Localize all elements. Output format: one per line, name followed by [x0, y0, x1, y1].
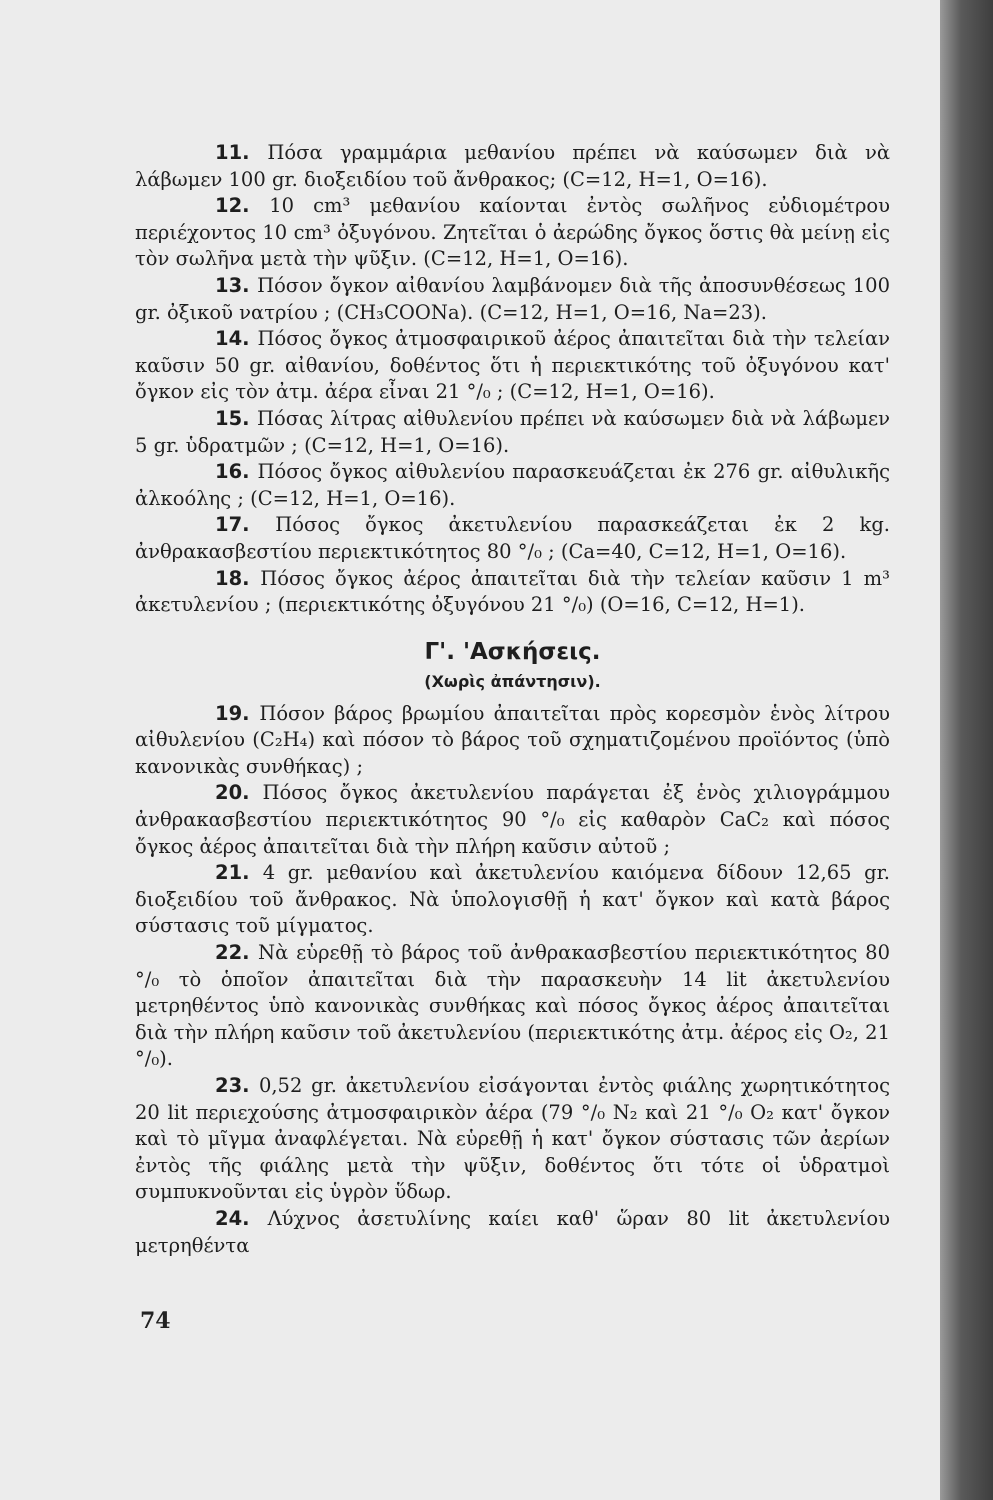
- exercise-17: [135, 512, 890, 565]
- exercise-number: 21 .: [215, 861, 263, 884]
- exercise-number: 14 .: [215, 327, 257, 350]
- exercise-text: 0,52 gr. ἀκετυλενίου εἰσάγονται ἐντὸς φιάλης χωρητικότητος 20 lit περιεχούσης ἀτμοσφαιρικὸν ἀέρα (79 °/₀ N₂ καὶ 21 °/₀ O₂ κατ' ὄγκον καὶ τὸ μῖγμα ἀναφλέγεται. Νὰ εὑρεθῇ ἡ κατ' ὄγκον σύστασις τῶν ἀερίων ἐντὸς τῆς φιάλης μετὰ τὴν ψῦξιν, δοθέντος ὅτι τότε οἱ ὑδρατμοὶ συμπυκνοῦνται εἰς ὑγρὸν ὕδωρ.: [135, 1074, 891, 1204]
- exercise-text: Πόσον ὄγκον αἰθανίου λαμβάνομεν διὰ τῆς ἀποσυνθέσεως 100 gr. ὀξικοῦ νατρίου ; (CH₃COONa). (C=12, H=1, O=16, Na=23).: [135, 273, 890, 324]
- page-edge-shadow: [940, 0, 993, 1500]
- exercise-number: 24 .: [215, 1207, 268, 1230]
- exercise-23: [135, 1073, 890, 1206]
- exercise-number: 16 .: [215, 460, 257, 483]
- exercise-text: Πόσον βάρος βρωμίου ἀπαιτεῖται πρὸς κορεσμὸν ἑνὸς λίτρου αἰθυλενίου (C₂H₄) καὶ πόσον τὸ βάρος τοῦ σχηματιζομένου προϊόντος (ὑπὸ κανονικὰς συνθήκας) ;: [135, 701, 891, 778]
- exercise-19: [135, 701, 890, 781]
- exercise-text: Πόσος ὄγκος ἀέρος ἀπαιτεῖται διὰ τὴν τελείαν καῦσιν 1 m³ ἀκετυλενίου ; (περιεκτικότης ὀξυγόνου 21 °/₀) (O=16, C=12, H=1).: [135, 566, 890, 617]
- exercise-number: 23 .: [215, 1074, 259, 1097]
- section-title: Γ'. 'Ασκήσεις.: [424, 638, 601, 665]
- exercise-number: 11 .: [215, 141, 267, 164]
- exercise-12: [135, 193, 890, 273]
- exercise-text: Λύχνος ἀσετυλίνης καίει καθ' ὥραν 80 lit ἀκετυλενίου μετρηθέντα: [135, 1206, 891, 1257]
- exercise-number: 19 .: [215, 702, 259, 725]
- exercise-16: [135, 459, 890, 512]
- exercise-number: 13 .: [215, 274, 257, 297]
- exercise-21: [135, 860, 890, 940]
- exercise-text: Πόσος ὄγκος ἀκετυλενίου παρασκεάζεται ἐκ 2 kg. ἀνθρακασβεστίου περιεκτικότητος 80 °/₀ ; (Ca=40, C=12, H=1, O=16).: [135, 513, 890, 563]
- exercise-14: [135, 326, 890, 406]
- exercise-number: 12 .: [215, 194, 269, 217]
- exercise-22: [135, 940, 890, 1073]
- exercise-text: Πόσος ὄγκος ἀτμοσφαιρικοῦ ἀέρος ἀπαιτεῖται διὰ τὴν τελείαν καῦσιν 50 gr. αἰθανίου, δοθέντος ὅτι ἡ περιεκτικότης τοῦ ὀξυγόνου κατ' ὄγκον εἰς τὸν ἀτμ. ἀέρα εἶναι 21 °/₀ ; (C=12, H=1, O=16).: [135, 327, 890, 404]
- exercise-text: 4 gr. μεθανίου καὶ ἀκετυλενίου καιόμενα δίδουν 12,65 gr. διοξειδίου τοῦ ἄνθρακος. Νὰ ὑπολογισθῇ ἡ κατ' ὄγκον καὶ κατὰ βάρος σύστασις τοῦ μίγματος.: [135, 861, 890, 938]
- exercise-number: 20 .: [215, 781, 263, 804]
- exercise-text: Νὰ εὑρεθῇ τὸ βάρος τοῦ ἀνθρακασβεστίου περιεκτικότητος 80 °/₀ τὸ ὁποῖον ἀπαιτεῖται διὰ τὴν παρασκευὴν 14 lit ἀκετυλενίου μετρηθέντος ὑπὸ κανονικὰς συνθήκας καὶ πόσος ὄγκος ἀέρος ἀπαιτεῖται διὰ τὴν πλήρη καῦσιν τοῦ ἀκετυλενίου (περιεκτικότης ἀτμ. ἀέρος εἰς O₂, 21 °/₀).: [135, 941, 890, 1071]
- exercise-text: Πόσα γραμμάρια μεθανίου πρέπει νὰ καύσωμεν διὰ νὰ λάβωμεν 100 gr. διοξειδίου τοῦ ἄνθρακος; (C=12, H=1, O=16).: [135, 141, 890, 191]
- page-number: 74: [140, 1308, 171, 1334]
- exercise-number: 18 .: [215, 567, 260, 590]
- section-subtitle: (Χωρὶς ἀπάντησιν).: [424, 671, 601, 691]
- exercise-24: [135, 1206, 890, 1259]
- exercise-18: [135, 566, 890, 619]
- exercise-15: [135, 406, 890, 459]
- exercise-20: [135, 780, 890, 860]
- exercise-text: Πόσας λίτρας αἰθυλενίου πρέπει νὰ καύσωμεν διὰ νὰ λάβωμεν 5 gr. ὑδρατμῶν ; (C=12, H=1, O=16).: [135, 406, 890, 457]
- exercise-13: [135, 273, 890, 326]
- exercise-11: [135, 140, 890, 193]
- exercise-number: 22 .: [215, 941, 258, 964]
- exercise-text: Πόσος ὄγκος ἀκετυλενίου παράγεται ἐξ ἑνὸς χιλιογράμμου ἀνθρακασβεστίου περιεκτικότητος 90 °/₀ εἰς καθαρὸν CaC₂ καὶ πόσος ὄγκος ἀέρος ἀπαιτεῖται διὰ τὴν πλήρη καῦσιν αὐτοῦ ;: [135, 781, 891, 858]
- exercise-number: 17 .: [215, 513, 275, 536]
- exercise-number: 15 .: [215, 407, 257, 430]
- exercise-text: 10 cm³ μεθανίου καίονται ἐντὸς σωλῆνος εὐδιομέτρου περιέχοντος 10 cm³ ὀξυγόνου. Ζητεῖται ὁ ἀερώδης ὄγκος ὅστις θὰ μείνῃ εἰς τὸν σωλῆνα μετὰ τὴν ψῦξιν. (C=12, H=1, O=16).: [135, 194, 890, 271]
- page-content: [135, 140, 890, 1259]
- exercise-text: Πόσος ὄγκος αἰθυλενίου παρασκευάζεται ἐκ 276 gr. αἰθυλικῆς ἀλκοόλης ; (C=12, H=1, O=16).: [135, 460, 890, 510]
